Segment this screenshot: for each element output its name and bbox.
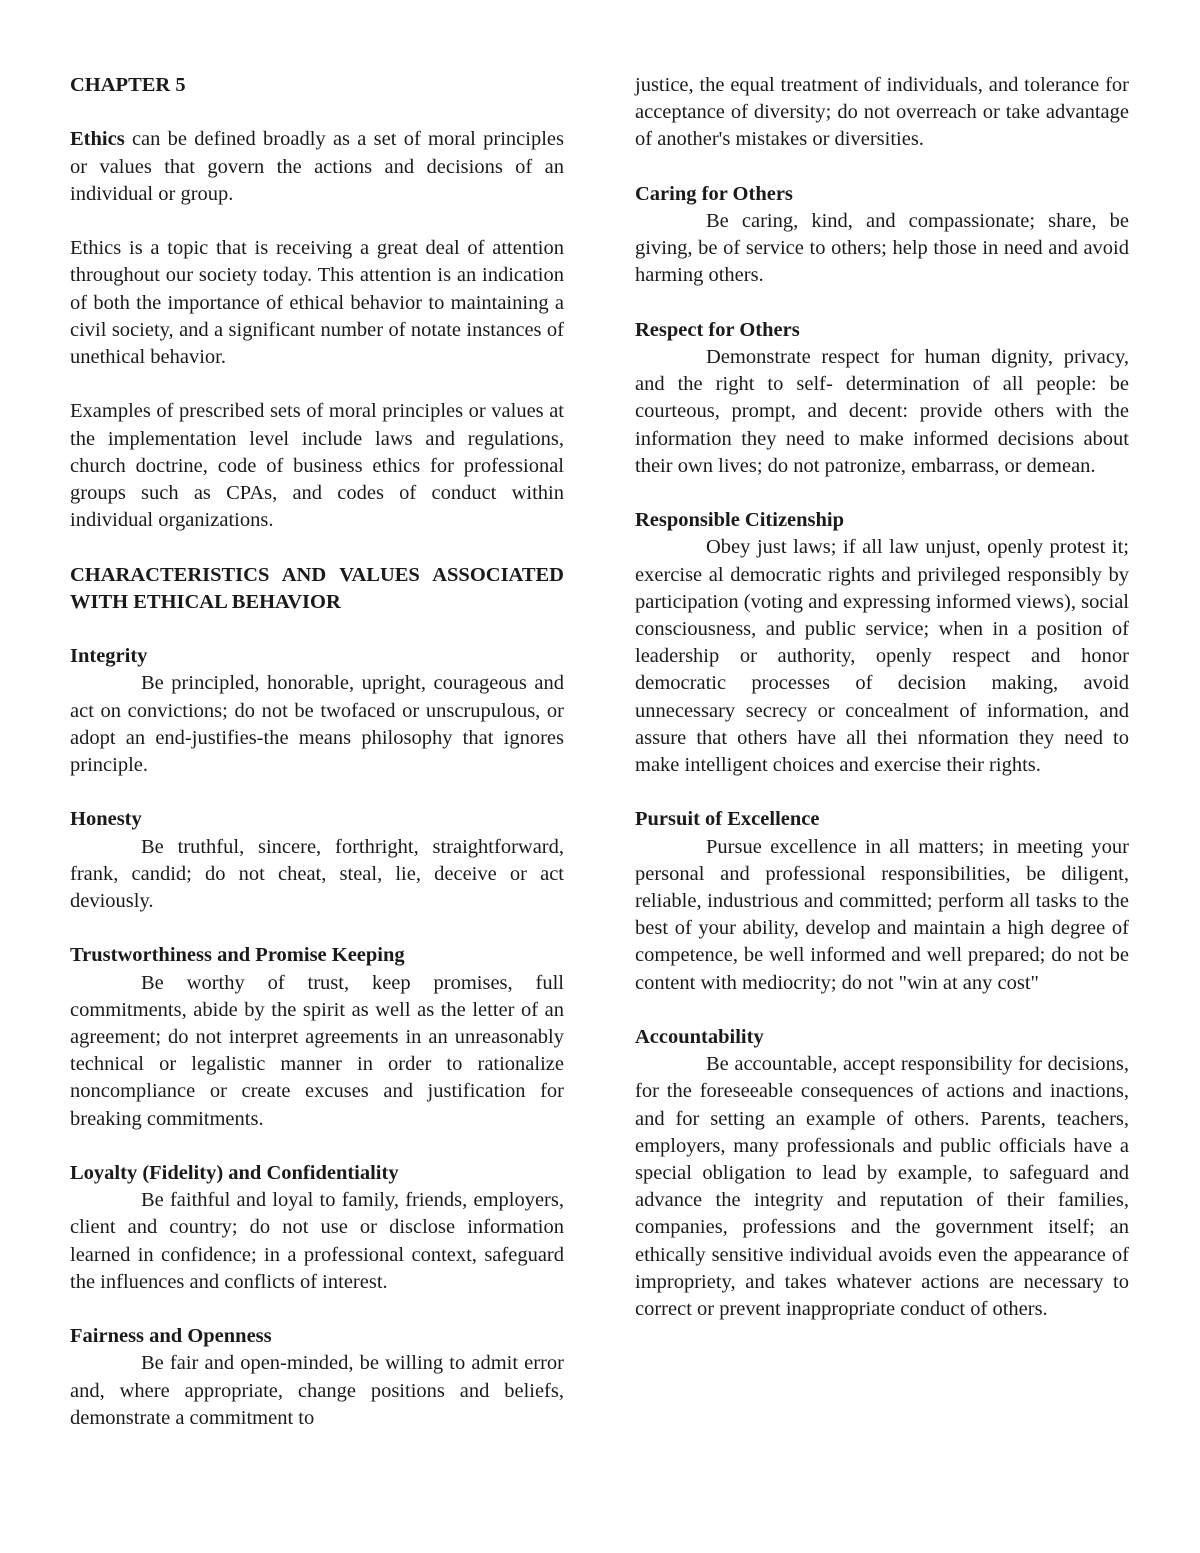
- examples-paragraph: Examples of prescribed sets of moral principles or values at the implementation level include laws and regulations, church doctrine, code of business ethics for professional groups such as CPAs, and codes of conduct within individual organizations.: [70, 400, 564, 532]
- left-column: [70, 72, 564, 1432]
- ethics-definition-text: can be defined broadly as a set of moral principles or values that govern the actions and decisions of an individual or group.: [70, 128, 564, 205]
- value-title-loyalty: Loyalty (Fidelity) and Confidentiality: [70, 1162, 399, 1184]
- value-text-fairness: Be fair and open-minded, be willing to admit error and, where appropriate, change positions and beliefs, demonstrate a commitment to: [70, 1352, 564, 1429]
- value-title-excellence: Pursuit of Excellence: [635, 808, 820, 831]
- value-title-honesty: Honesty: [70, 808, 142, 831]
- value-text-accountability: Be accountable, accept responsibility for decisions, for the foreseeable consequences of actions and inactions, and for setting an example of others. Parents, teachers, employers, many professionals and public officials have a special obligation to lead by example, to safeguard and advance the integrity and reputation of their families, companies, professions and the government itself; an ethically sensitive individual avoids even the appearance of impropriety, and takes whatever actions are necessary to correct or prevent inappropriate conduct of others.: [635, 1053, 1129, 1321]
- value-text-fairness-continued: justice, the equal treatment of individuals, and tolerance for acceptance of diversity; do not overreach or take advantage of another's mistakes or diversities.: [635, 74, 1129, 151]
- value-text-integrity: Be principled, honorable, upright, courageous and act on convictions; do not be twofaced or unscrupulous, or adopt an end-justifies-the means philosophy that ignores principle.: [70, 672, 564, 776]
- chapter-title: CHAPTER 5: [70, 74, 186, 96]
- ethics-term: Ethics: [70, 128, 125, 151]
- value-text-respect: Demonstrate respect for human dignity, privacy, and the right to self- determination of all people: be courteous, prompt, and decent: provide others with the information they need to make informed decisions about their own lives; do not patronize, embarrass, or demean.: [635, 346, 1129, 477]
- value-text-trustworthiness: Be worthy of trust, keep promises, full commitments, abide by the spirit as well as the letter of an agreement; do not interpret agreements in an unreasonably technical or legalistic manner in order to rationalize noncompliance or create excuses and justification for breaking commitments.: [70, 971, 564, 1130]
- attention-paragraph: Ethics is a topic that is receiving a great deal of attention throughout our society today. This attention is an indication of both the importance of ethical behavior to maintaining a civil society, and a significant number of notate instances of unethical behavior.: [70, 237, 564, 368]
- section-heading: CHARACTERISTICS AND VALUES ASSOCIATED WITH ETHICAL BEHAVIOR: [70, 563, 564, 613]
- right-column: [635, 72, 1129, 1323]
- value-title-fairness: Fairness and Openness: [70, 1325, 272, 1348]
- value-title-respect: Respect for Others: [635, 318, 800, 341]
- value-text-loyalty: Be faithful and loyal to family, friends, employers, client and country; do not use or disclose information learned in confidence; in a professional context, safeguard the influences and conflicts of interest.: [70, 1189, 564, 1293]
- value-text-caring: Be caring, kind, and compassionate; share, be giving, be of service to others; help those in need and avoid harming others.: [635, 210, 1129, 287]
- value-text-honesty: Be truthful, sincere, forthright, straightforward, frank, candid; do not cheat, steal, lie, deceive or act deviously.: [70, 835, 564, 912]
- value-title-citizenship: Responsible Citizenship: [635, 509, 845, 532]
- ethics-definition-paragraph: [70, 126, 564, 208]
- value-text-citizenship: Obey just laws; if all law unjust, openly protest it; exercise al democratic rights and privileged responsibly by participation (voting and expressing informed views), social consciousness, and public service; when in a position of leadership or authority, openly respect and honor democratic processes of decision making, avoid unnecessary secrecy or concealment of information, and assure that others have all thei nformation they need to make intelligent choices and exercise their rights.: [635, 536, 1129, 777]
- value-title-accountability: Accountability: [635, 1026, 764, 1049]
- value-title-integrity: Integrity: [70, 645, 148, 668]
- value-title-caring: Caring for Others: [635, 182, 793, 205]
- value-text-excellence: Pursue excellence in all matters; in meeting your personal and professional responsibilities, be diligent, reliable, industrious and committed; perform all tasks to the best of your ability, develop and maintain a high degree of competence, be well informed and well prepared; do not be content with mediocrity; do not "win at any cost": [635, 835, 1129, 994]
- value-title-trustworthiness: Trustworthiness and Promise Keeping: [70, 944, 405, 967]
